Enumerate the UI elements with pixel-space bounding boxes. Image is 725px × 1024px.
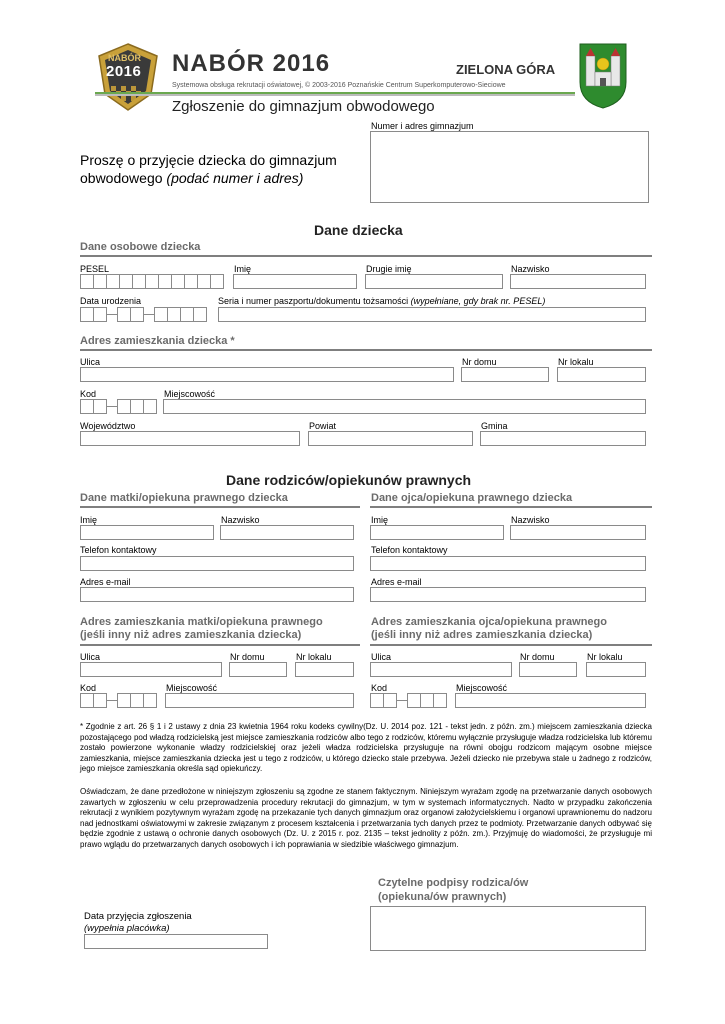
father-city-input[interactable] [455, 693, 646, 708]
request-line-2-hint: (podać numer i adres) [166, 170, 304, 186]
birth-date-label: Data urodzenia [80, 296, 142, 306]
digit-cell[interactable] [167, 307, 181, 322]
digit-cell[interactable] [180, 307, 194, 322]
mother-city-input[interactable] [165, 693, 354, 708]
mother-phone-input[interactable] [80, 556, 354, 571]
surname-label: Nazwisko [511, 264, 550, 274]
digit-cell[interactable] [154, 307, 168, 322]
separator-dash [107, 406, 117, 407]
digit-cell[interactable] [433, 693, 447, 708]
signature-input[interactable] [370, 906, 646, 951]
child-street-label: Ulica [80, 357, 101, 367]
digit-cell[interactable] [383, 693, 397, 708]
header-rule-grey [95, 94, 575, 96]
father-phone-input[interactable] [370, 556, 646, 571]
footnote: * Zgodnie z art. 26 § 1 i 2 ustawy z dnia 23 kwietnia 1964 roku kodeks cywilny(Dz. U. 2014 poz. 121 - tekst jedn. z późn. zm.) miejscem zamieszkania dziecka pozostającego pod władzą rodzicielską jest miejsce zamieszkania rodziców albo tego z rodziców, któremu wyłącznie przysługuje władza rodzicielska lub któremu zostało powierzone wykonanie władzy rodzicielskiej oraz jeżeli władza rodzicielska przysługuje na równi obojgu rodzicom mającym osobne miejsce zamieszkania, miejsce zamieszkania dziecka jest u tego z rodziców, u którego dziecko stale przebywa. Jeżeli dziecko nie przebywa stale u żadnego z rodziców, jego miejsce zamieszkania określa sąd opiekuńczy. [80, 722, 652, 774]
mother-heading: Dane matki/opiekuna prawnego dziecka [80, 492, 288, 504]
digit-cell[interactable] [80, 274, 94, 289]
digit-cell[interactable] [117, 399, 131, 414]
digit-cell[interactable] [171, 274, 185, 289]
father-address-heading-1: Adres zamieszkania ojca/opiekuna prawnego [371, 616, 607, 628]
father-surname-label: Nazwisko [511, 515, 550, 525]
mother-first-name-input[interactable] [80, 525, 214, 540]
mother-house-no-label: Nr domu [230, 652, 265, 662]
digit-cell[interactable] [119, 274, 133, 289]
logo-badge-year: 2016 [106, 63, 142, 80]
father-street-label: Ulica [371, 652, 392, 662]
father-postcode-label: Kod [371, 683, 388, 693]
voivodeship-input[interactable] [80, 431, 300, 446]
second-name-input[interactable] [365, 274, 503, 289]
digit-cell[interactable] [143, 399, 157, 414]
mother-address-rule [80, 644, 360, 646]
father-address-heading-2: (jeśli inny niż adres zamieszkania dziecka) [371, 629, 593, 641]
father-house-no-label: Nr domu [520, 652, 555, 662]
digit-cell[interactable] [193, 307, 207, 322]
digit-cell[interactable] [420, 693, 434, 708]
mother-street-input[interactable] [80, 662, 222, 677]
mother-postcode-label: Kod [80, 683, 97, 693]
father-house-no-input[interactable] [519, 662, 577, 677]
first-name-label: Imię [234, 264, 252, 274]
mother-address-heading-2: (jeśli inny niż adres zamieszkania dziecka) [80, 629, 302, 641]
header-subtitle: Systemowa obsługa rekrutacji oświatowej, © 2003-2016 Poznańskie Centrum Superkomputerowo-Sieciowe [172, 82, 506, 89]
surname-input[interactable] [510, 274, 646, 289]
request-line-1: Proszę o przyjęcie dziecka do gimnazjum [80, 152, 337, 168]
request-line-2 [80, 170, 303, 186]
father-first-name-label: Imię [371, 515, 389, 525]
mother-surname-input[interactable] [220, 525, 354, 540]
child-flat-no-input[interactable] [557, 367, 646, 382]
child-flat-no-label: Nr lokalu [558, 357, 594, 367]
father-email-label: Adres e-mail [371, 577, 422, 587]
county-label: Powiat [309, 421, 337, 431]
digit-cell[interactable] [80, 693, 94, 708]
commune-label: Gmina [481, 421, 508, 431]
digit-cell[interactable] [93, 693, 107, 708]
digit-cell[interactable] [210, 274, 224, 289]
first-name-input[interactable] [233, 274, 357, 289]
digit-cell[interactable] [370, 693, 384, 708]
father-surname-input[interactable] [510, 525, 646, 540]
digit-cell[interactable] [407, 693, 421, 708]
digit-cell[interactable] [117, 693, 131, 708]
mother-flat-no-label: Nr lokalu [296, 652, 332, 662]
coat-of-arms-icon [578, 42, 628, 110]
father-flat-no-input[interactable] [586, 662, 646, 677]
father-first-name-input[interactable] [370, 525, 504, 540]
mother-flat-no-input[interactable] [295, 662, 354, 677]
digit-cell[interactable] [93, 399, 107, 414]
digit-cell[interactable] [80, 399, 94, 414]
digit-cell[interactable] [130, 307, 144, 322]
digit-cell[interactable] [130, 399, 144, 414]
mother-email-input[interactable] [80, 587, 354, 602]
child-personal-heading: Dane osobowe dziecka [80, 241, 201, 253]
father-phone-label: Telefon kontaktowy [371, 545, 448, 555]
separator-dash [107, 314, 117, 315]
date-received-label: Data przyjęcia zgłoszenia [84, 911, 192, 922]
digit-cell[interactable] [184, 274, 198, 289]
separator-dash [397, 700, 407, 701]
mother-rule [80, 506, 360, 508]
page-title: NABÓR 2016 [172, 50, 331, 77]
father-flat-no-label: Nr lokalu [587, 652, 623, 662]
father-email-input[interactable] [370, 587, 646, 602]
child-house-no-input[interactable] [461, 367, 549, 382]
father-address-rule [370, 644, 652, 646]
voivodeship-label: Województwo [80, 421, 136, 431]
school-input[interactable] [370, 131, 649, 203]
child-city-input[interactable] [163, 399, 646, 414]
father-rule [370, 506, 652, 508]
mother-address-heading-1: Adres zamieszkania matki/opiekuna prawnego [80, 616, 323, 628]
city-name: ZIELONA GÓRA [456, 62, 556, 77]
child-postcode-label: Kod [80, 389, 97, 399]
child-personal-rule [80, 255, 652, 257]
parents-heading: Dane rodziców/opiekunów prawnych [226, 472, 472, 488]
passport-label-text: Seria i numer paszportu/dokumentu tożsamości [218, 296, 411, 306]
child-address-heading: Adres zamieszkania dziecka * [80, 335, 235, 347]
father-city-label: Miejscowość [456, 683, 508, 693]
child-city-label: Miejscowość [164, 389, 216, 399]
digit-cell[interactable] [158, 274, 172, 289]
passport-label [218, 296, 545, 306]
digit-cell[interactable] [80, 307, 94, 322]
passport-label-hint: (wypełniane, gdy brak nr. PESEL) [410, 296, 546, 306]
digit-cell[interactable] [145, 274, 159, 289]
mother-street-label: Ulica [80, 652, 101, 662]
date-received-input[interactable] [84, 934, 268, 949]
second-name-label: Drugie imię [366, 264, 412, 274]
declaration: Oświadczam, że dane przedłożone w niniejszym zgłoszeniu są zgodne ze stanem faktycznym. Niniejszym wyrażam zgodę na przetwarzanie danych osobowych zawartych w zgłoszeniu w celu przeprowadzenia procedury rekrutacji do gimnazjum, w tym w systemach informatycznych. Nadto w przypadku zakończenia rekrutacji z wynikiem pozytywnym wyrażam zgodę na przekazanie tych danych gimnazjum oraz organowi założycielskiemu i organowi uprawnionemu do nadzoru nad jednostkami oświatowymi w zakresie związanym z procesem kształcenia i przetwarzania tych danych przez te podmioty. Przetwarzanie danych odbywać się będzie zgodnie z ustawą o ochronie danych osobowych (Dz. U. z 2015 r. poz. 2135 – tekst jednolity z późn. zm.). Przyjmuję do wiadomości, że przysługuje mi prawo wglądu do przetwarzanych danych osobowych i ich poprawiania w siedzibie właściwego gimnazjum. [80, 787, 652, 849]
digit-cell[interactable] [143, 693, 157, 708]
logo-badge-top: NABÓR [108, 53, 141, 63]
school-label: Numer i adres gimnazjum [371, 121, 474, 131]
child-street-input[interactable] [80, 367, 454, 382]
digit-cell[interactable] [106, 274, 120, 289]
digit-cell[interactable] [132, 274, 146, 289]
child-address-rule [80, 349, 652, 351]
separator-dash [107, 700, 117, 701]
passport-input[interactable] [218, 307, 646, 322]
mother-house-no-input[interactable] [229, 662, 287, 677]
commune-input[interactable] [480, 431, 646, 446]
child-house-no-label: Nr domu [462, 357, 497, 367]
mother-surname-label: Nazwisko [221, 515, 260, 525]
pesel-label: PESEL [80, 264, 110, 274]
digit-cell[interactable] [93, 274, 107, 289]
form-title: Zgłoszenie do gimnazjum obwodowego [172, 98, 435, 115]
digit-cell[interactable] [93, 307, 107, 322]
digit-cell[interactable] [130, 693, 144, 708]
mother-city-label: Miejscowość [166, 683, 218, 693]
date-received-note-text: (wypełnia placówka) [84, 923, 170, 934]
signature-heading-2: (opiekuna/ów prawnych) [378, 891, 507, 903]
separator-dash [144, 314, 154, 315]
date-received-note [84, 923, 170, 934]
father-street-input[interactable] [370, 662, 512, 677]
digit-cell[interactable] [197, 274, 211, 289]
request-line-2-text: obwodowego [80, 170, 167, 186]
mother-email-label: Adres e-mail [80, 577, 131, 587]
mother-phone-label: Telefon kontaktowy [80, 545, 157, 555]
child-heading: Dane dziecka [314, 222, 403, 238]
county-input[interactable] [308, 431, 473, 446]
signature-heading-1: Czytelne podpisy rodzica/ów [378, 877, 529, 889]
mother-first-name-label: Imię [80, 515, 98, 525]
digit-cell[interactable] [117, 307, 131, 322]
father-heading: Dane ojca/opiekuna prawnego dziecka [371, 492, 573, 504]
